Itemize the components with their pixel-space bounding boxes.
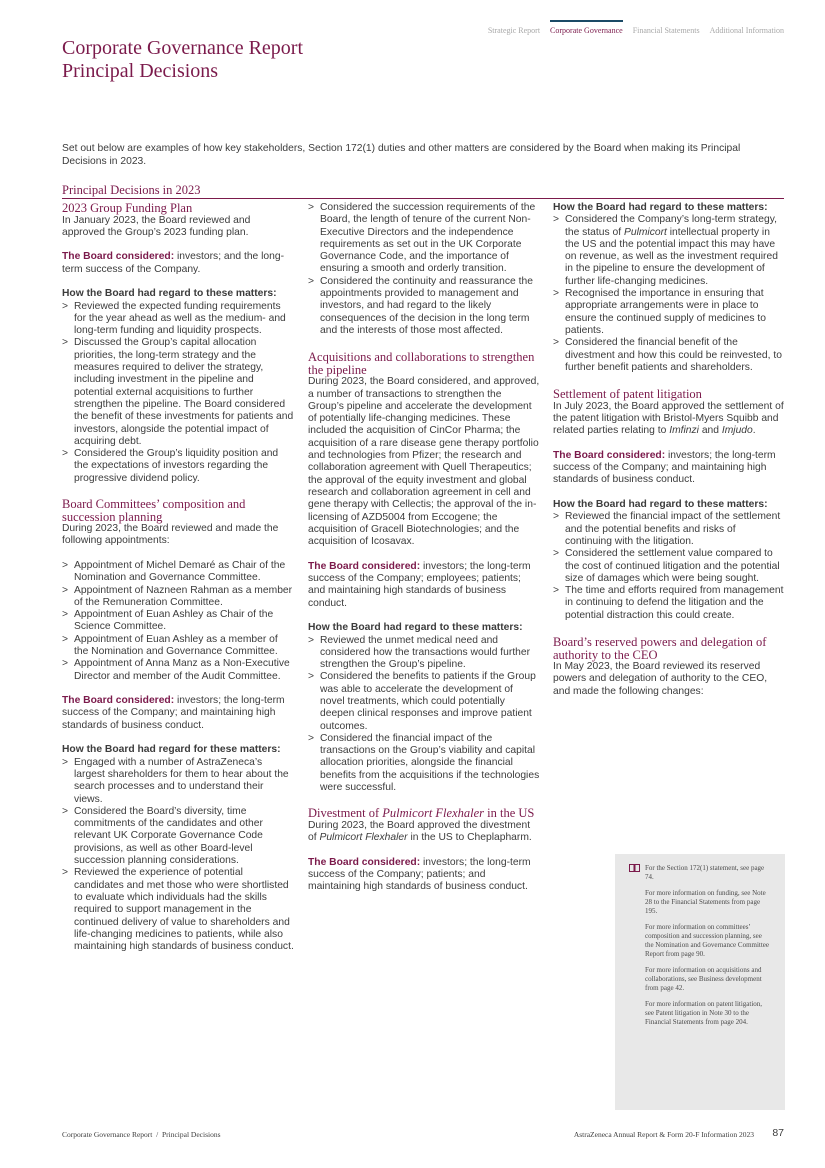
considered-label: The Board considered: — [553, 449, 666, 461]
list-item: > Considered the settlement value compared to the cost of continued litigation and the potential size of damages which were being sought. — [553, 548, 785, 585]
powers-body: In May 2023, the Board reviewed its reserved powers and delegation of authority to the CEO, and made the following changes: — [553, 661, 768, 697]
patent-considered — [553, 450, 785, 487]
divestment-title — [308, 807, 540, 820]
list-item: > Considered the financial impact of the transactions on the Group’s viability and capital allocation priorities, alongside the financial benefits from the acquisitions if the technologies were successful. — [308, 733, 540, 794]
cross-reference-note[interactable]: For more information on acquisitions and collaborations, see Business development from page 42. — [645, 966, 762, 992]
list-item: > Appointment of Euan Ashley as Chair of the Science Committee. — [62, 609, 294, 634]
cross-reference-note[interactable]: For the Section 172(1) statement, see page 74. — [645, 864, 765, 881]
considered-label: The Board considered: — [308, 560, 421, 572]
list-item: > Appointment of Euan Ashley as a member of the Nomination and Governance Committee. — [62, 634, 294, 659]
bullet-post: intellectual property in the US and the potential impact this may have on revenue, as well as the investment required in the pipeline to ensure the development of further life-changing medicines. — [565, 226, 778, 287]
list-item: > Engaged with a number of AstraZeneca’s largest shareholders for them to hear about the search processes and to understand their views. — [62, 757, 294, 806]
divestment-body-pre: During 2023, the Board approved the divestment of — [308, 819, 531, 844]
divestment-regard-title: How the Board had regard to these matters: — [553, 202, 768, 213]
page-title: Corporate Governance Report — [62, 37, 304, 59]
column-2 — [308, 202, 540, 894]
list-item: > Considered the continuity and reassurance the appointments provided to management and investors, and had regard to the likely consequences of the decision in the long term and the interests of those most affected. — [308, 276, 540, 337]
page-number: 87 — [772, 1127, 784, 1139]
divestment-body-post: in the US to Cheplapharm. — [407, 832, 532, 844]
list-item: > Considered the benefits to patients if the Group was able to accelerate the development of novel treatments, which could potentially deepen clinical responses and improve patient outcomes. — [308, 671, 540, 732]
patent-body — [553, 401, 785, 438]
patent-body-pre: In July 2023, the Board approved the settlement of the patent litigation with Bristol-Myers Squibb and related parties relating to — [553, 400, 784, 437]
patent-period: . — [752, 425, 756, 437]
considered-label: The Board considered: — [62, 695, 175, 707]
patent-title: Settlement of patent litigation — [553, 387, 702, 402]
book-icon — [629, 864, 640, 872]
list-item: > Reviewed the financial impact of the settlement and the potential benefits and risks of continuing with the litigation. — [553, 511, 785, 548]
column-3 — [553, 202, 785, 698]
patent-drug-1: Imfinzi — [669, 425, 699, 437]
list-item: > Reviewed the unmet medical need and considered how the transactions would further strengthen the Group’s pipeline. — [308, 635, 540, 672]
top-nav — [488, 26, 784, 35]
list-item: > Reviewed the expected funding requirements for the year ahead as well as the medium- and long-term funding and liquidity prospects. — [62, 301, 294, 338]
intro-text: Set out below are examples of how key stakeholders, Section 172(1) duties and other matters are considered by the Board when making its Principal Decisions in 2023. — [62, 143, 741, 167]
list-item: > Discussed the Group’s capital allocation priorities, the long-term strategy and the measures required to deliver the strategy, including investment in the pipeline and potential external acquisitions to further strengthen the pipeline. The Board considered the benefit of these investments for patients and investors, alongside the potential impact of acquiring debt. — [62, 337, 294, 448]
considered-text: investors; the long-term success of the Company; patients; and maintaining high standards of business conduct. — [308, 856, 531, 893]
committees-title: Board Committees’ composition and succession planning — [62, 497, 246, 524]
cross-reference-box — [615, 854, 785, 1110]
acquisitions-title: Acquisitions and collaborations to strengthen the pipeline — [308, 350, 535, 377]
list-item: > The time and efforts required from management in continuing to defend the litigation and the potential distraction this could create. — [553, 585, 785, 622]
bullet-pre: Considered the Company’s long-term strategy, the status of — [565, 214, 777, 238]
divestment-title-drug: Pulmicort Flexhaler — [382, 806, 485, 821]
funding-title: 2023 Group Funding Plan — [62, 201, 193, 215]
divestment-considered — [308, 857, 540, 894]
patent-regard-title: How the Board had regard to these matters: — [553, 499, 768, 511]
committees-body: During 2023, the Board reviewed and made the following appointments: — [62, 523, 279, 547]
committees-regard-bullets — [62, 757, 294, 954]
cross-reference-note[interactable]: For more information on funding, see Note 28 to the Financial Statements from page 195. — [645, 889, 766, 915]
list-item: > Reviewed the experience of potential candidates and met those who were shortlisted to evaluate which individuals had the skills required to support management in the continued delivery of value to shareholders and life-changing medicines to patients, while also maintaining high standards of business conduct. — [62, 867, 294, 953]
funding-bullets — [62, 301, 294, 485]
committees-considered — [62, 695, 294, 732]
page-subtitle: Principal Decisions — [62, 60, 219, 82]
divestment-body-drug: Pulmicort Flexhaler — [319, 832, 408, 844]
list-item: > Appointment of Anna Manz as a Non-Executive Director and member of the Audit Committee. — [62, 658, 294, 683]
divestment-bullets — [553, 214, 785, 374]
list-item: > Considered the Board’s diversity, time commitments of the candidates and other relevant UK Corporate Governance Code provisions, as well as other Board-level succession planning considerations. — [62, 806, 294, 867]
list-item: > Considered the Group’s liquidity position and the expectations of investors regarding the progressive dividend policy. — [62, 448, 294, 485]
patent-drug-2: Imjudo — [721, 425, 753, 437]
patent-and: and — [698, 425, 722, 437]
committees-bullets — [62, 560, 294, 683]
divestment-title-pre: Divestment of — [308, 806, 383, 821]
patent-bullets — [553, 511, 785, 622]
cross-reference-note[interactable]: For more information on patent litigation, see Patent litigation in Note 30 to the Financial Statements from page 204. — [645, 1000, 763, 1026]
list-item: > Recognised the importance in ensuring that appropriate arrangements were in place to ensure the continued supply of medicines to patients. — [553, 288, 785, 337]
funding-body: In January 2023, the Board reviewed and approved the Group’s 2023 funding plan. — [62, 214, 251, 238]
nav-additional-information[interactable]: Additional Information — [709, 26, 784, 35]
considered-label: The Board considered: — [62, 251, 175, 263]
nav-financial-statements[interactable]: Financial Statements — [632, 26, 700, 35]
considered-text: investors; the long-term success of the Company; and maintaining high standards of business conduct. — [553, 449, 776, 486]
bullet-drug: Pulmicort — [623, 226, 667, 238]
section-title: Principal Decisions in 2023 — [62, 183, 784, 199]
funding-regard-title: How the Board had regard to these matters: — [62, 288, 277, 300]
acquisitions-body: During 2023, the Board considered, and approved, a number of transactions to strengthen the Group’s pipeline and accelerate the development of potentially life-changing medicines. These included the acquisition of CinCor Pharma; the acquisition of a rare disease gene therapy portfolio and technologies from Pfizer; the research and collaboration agreement with Quell Therapeutics; the approval of the equity investment and global research and collaboration agreement in cell and gene therapy with Cellectis; the approval of the in-licensing of AZD5004 from Eccogene; the acquisition of Gracell Biotechnologies; and the acquisition of Icosavax. — [308, 376, 540, 548]
acquisitions-bullets — [308, 635, 540, 795]
considered-label: The Board considered: — [308, 856, 421, 868]
committees-continued-bullets — [308, 202, 540, 337]
considered-text: investors; the long-term success of the Company; and maintaining high standards of business conduct. — [62, 695, 285, 731]
list-item: > Appointment of Michel Demaré as Chair of the Nomination and Governance Committee. — [62, 560, 294, 585]
footer-report-title: AstraZeneca Annual Report & Form 20-F Information 2023 — [573, 1130, 754, 1139]
considered-text: investors; and the long-term success of the Company. — [62, 251, 285, 275]
list-item: > Considered the succession requirements of the Board, the length of tenure of the current Non-Executive Directors and the independence requirements as set out in the UK Corporate Governance Code, and the importance of ensuring a smooth and orderly transition. — [308, 202, 540, 276]
acquisitions-considered — [308, 561, 540, 610]
powers-title: Board’s reserved powers and delegation of authority to the CEO — [553, 635, 767, 662]
funding-considered — [62, 251, 294, 276]
list-item — [553, 214, 785, 288]
list-item: > Considered the financial benefit of the divestment and how this could be reinvested, to further benefit patients and shareholders. — [553, 337, 785, 374]
committees-regard-title: How the Board had regard for these matters: — [62, 744, 281, 756]
divestment-title-post: in the US — [484, 806, 535, 821]
nav-strategic-report[interactable]: Strategic Report — [487, 26, 541, 35]
list-item: > Appointment of Nazneen Rahman as a member of the Remuneration Committee. — [62, 585, 294, 610]
column-1 — [62, 202, 294, 953]
divestment-body — [308, 820, 540, 845]
cross-reference-note[interactable]: For more information on committees’ composition and succession planning, see the Nomination and Governance Committee Report from page 90. — [645, 923, 770, 958]
footer-breadcrumb: Corporate Governance Report / Principal Decisions — [62, 1130, 221, 1139]
considered-text: investors; the long-term success of the Company; employees; patients; and maintaining high standards of business conduct. — [308, 560, 531, 609]
acquisitions-regard-title: How the Board had regard to these matters: — [308, 622, 523, 634]
nav-corporate-governance[interactable]: Corporate Governance — [550, 26, 623, 35]
